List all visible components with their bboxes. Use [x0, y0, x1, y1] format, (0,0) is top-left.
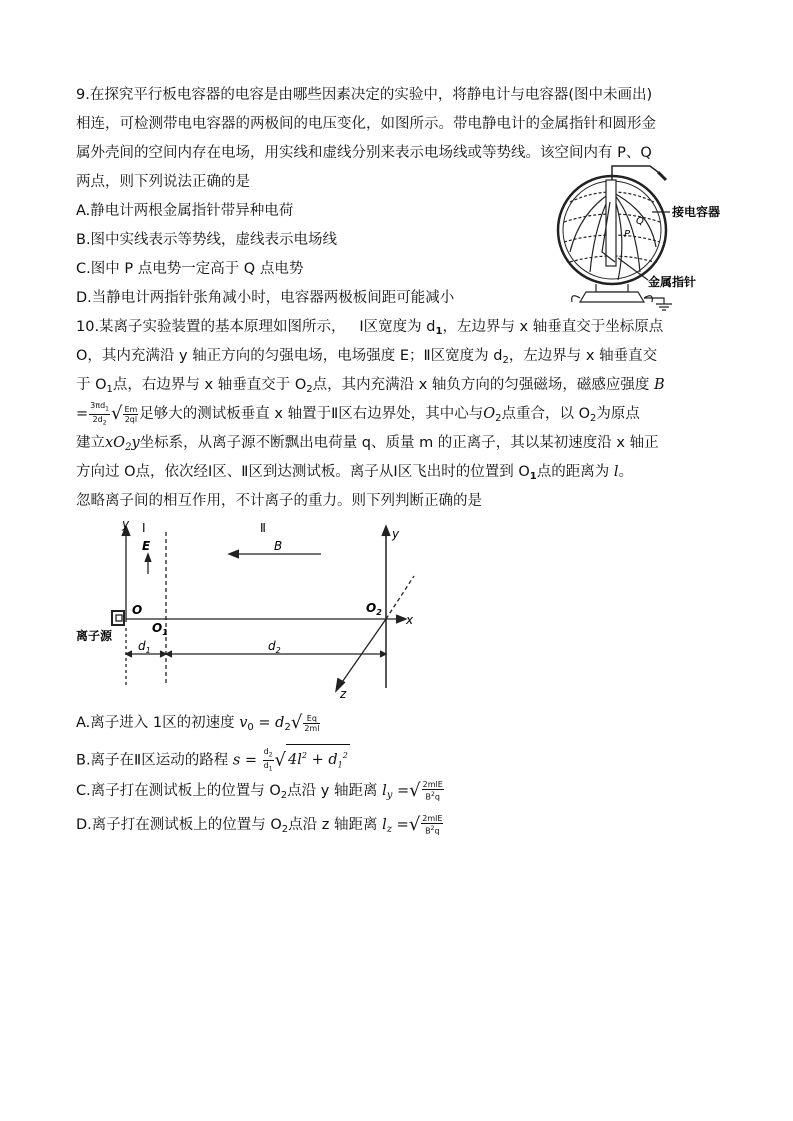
- region-2-label: Ⅱ: [260, 521, 266, 535]
- y-axis-label-o2: y: [392, 527, 400, 541]
- q9-stem-line-2: 相连，可检测带电电容器的两极间的电压变化，如图所示。带电静电计的金属指针和圆形金: [76, 116, 656, 132]
- q10-stem-line-5: 建立$xO_2y$坐标系，从离子源不断飘出电荷量 q、质量 m 的正离子，其以某初速度沿 x 轴正: [76, 435, 659, 453]
- q10-stem-line-7: 忽略离子间的相互作用，不计离子的重力。则下列判断正确的是: [76, 493, 482, 509]
- o1-label: $O_1$: [152, 621, 168, 637]
- q9-stem-line-3: 属外壳间的空间内存在电场，用实线和虚线分别来表示电场线或等势线。该空间内有 P、Q: [76, 145, 652, 161]
- q10-option-d: D.离子打在测试板上的位置与 $O_2$点沿 z 轴距离 $l_z$ =√ $\frac{\text{2mlE}}{B^2q}$: [76, 814, 443, 836]
- q9-option-b: B.图中实线表示等势线，虚线表示电场线: [76, 232, 338, 248]
- point-p-label: P: [624, 229, 631, 240]
- q9-stem-line-1: 9.在探究平行板电容器的电容是由哪些因素决定的实验中，将静电计与电容器(图中未画出): [76, 87, 653, 103]
- e-field-label: E: [142, 539, 151, 553]
- q9-stem-line-4: 两点，则下列说法正确的是: [76, 174, 250, 190]
- q10-option-a: A.离子进入 1区的初速度 $v_0 = d_2√$ $\frac{Eq}{2ml}$: [76, 712, 320, 733]
- origin-o-label: O: [132, 603, 143, 617]
- ion-source-label: 离子源: [76, 629, 113, 643]
- q9-option-c: C.图中 P 点电势一定高于 Q 点电势: [76, 261, 304, 277]
- q10-stem-line-4: = $\frac{3\pi d_1}{2d_2}$ √ $\frac{Em}{2ql}$ 足够大的测试板垂直 x 轴置于Ⅱ区右边界处，其中心与$O_2$点重合，以 $O_2$为原点: [76, 401, 640, 427]
- x-axis-label: x: [406, 613, 414, 627]
- y-axis-label: y: [122, 517, 130, 531]
- q10-stem-line-2: O，其内充满沿 y 轴正方向的匀强电场，电场强度 E；Ⅱ区宽度为 $d_2$，左边界与 x 轴垂直交: [76, 348, 658, 366]
- d2-label: $d_2$: [268, 639, 281, 655]
- metal-needle-label: 金属指针: [648, 275, 697, 289]
- z-axis-label: z: [340, 687, 347, 700]
- d1-label: $d_1$: [138, 639, 151, 655]
- point-q-label: Q: [636, 216, 644, 227]
- ion-device-figure: [76, 516, 426, 700]
- connect-capacitor-label: 接电容器: [672, 205, 721, 219]
- b-field-label: B: [274, 539, 283, 553]
- electroscope-figure: [540, 162, 740, 312]
- o2-label: $O_2$: [366, 601, 382, 617]
- q9-option-a: A.静电计两根金属指针带异种电荷: [76, 203, 294, 219]
- q10-stem-line-1: 10.某离子实验装置的基本原理如图所示， Ⅰ区宽度为 $d_1$，左边界与 x 轴垂直交于坐标原点: [76, 319, 664, 337]
- q10-stem-line-6: 方向过 O点，依次经Ⅰ区、Ⅱ区到达测试板。离子从Ⅰ区飞出时的位置到 $O_1$点的距离为 l。: [76, 464, 633, 482]
- q10-option-b: B.离子在Ⅱ区运动的路程 s = $\frac{d_2}{d_1}$ √ $4l^2 + d_1^2$: [76, 744, 350, 777]
- region-1-label: Ⅰ: [142, 521, 146, 535]
- q10-option-c: C.离子打在测试板上的位置与 $O_2$点沿 y 轴距离 $l_y$ =√ $\frac{\text{2mlE}}{B^2q}$: [76, 780, 443, 802]
- q9-option-d: D.当静电计两指针张角减小时，电容器两极板间距可能减小: [76, 290, 455, 306]
- q10-stem-line-3: 于 $O_1$点，右边界与 x 轴垂直交于 $O_2$点，其内充满沿 x 轴负方向的匀强磁场，磁感应强度 B: [76, 377, 665, 395]
